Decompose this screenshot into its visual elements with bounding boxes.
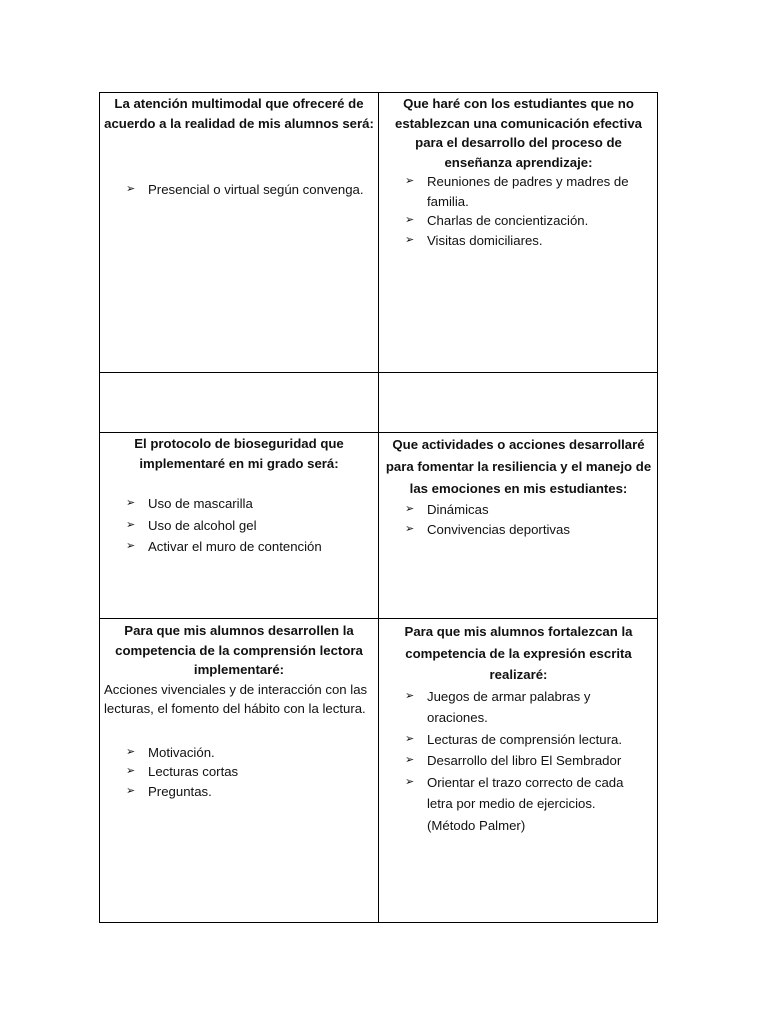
- arrow-bullet-icon: ➢: [405, 175, 415, 187]
- list-item: ➢ Uso de mascarilla: [100, 493, 378, 515]
- arrow-bullet-icon: ➢: [126, 540, 136, 552]
- list-item: ➢ Uso de alcohol gel: [100, 515, 378, 537]
- arrow-bullet-icon: ➢: [126, 745, 136, 758]
- list-item: ➢ Convivencias deportivas: [379, 520, 658, 540]
- list-item: ➢ Activar el muro de contención: [100, 536, 378, 558]
- list-item: ➢ Lecturas de comprensión lectura.: [379, 729, 644, 751]
- bullet-list: [100, 179, 378, 201]
- bullet-list: [100, 493, 378, 558]
- cell-heading: El protocolo de bioseguridad que implementaré en mi grado será:: [134, 436, 344, 471]
- cell-paragraph: Acciones vivenciales y de interacción con las lecturas, el fomento del hábito con la lectura.: [104, 681, 368, 716]
- cell-multimodal-attention: [100, 93, 378, 372]
- cell-heading: Para que mis alumnos desarrollen la competencia de la comprensión lectora implementaré:: [115, 623, 363, 677]
- arrow-bullet-icon: ➢: [126, 497, 136, 509]
- row-divider: [100, 372, 657, 373]
- list-item: ➢ Visitas domiciliares.: [379, 231, 658, 251]
- arrow-bullet-icon: ➢: [126, 518, 136, 531]
- cell-biosecurity: [100, 433, 378, 618]
- arrow-bullet-icon: ➢: [405, 754, 415, 766]
- cell-written-expression: [379, 619, 658, 924]
- cell-reading-comprehension: [100, 619, 378, 924]
- cell-heading: Para que mis alumnos fortalezcan la competencia de la expresión escrita realizaré:: [404, 624, 633, 682]
- bullet-list: [379, 686, 658, 837]
- planning-table: [99, 92, 658, 923]
- arrow-bullet-icon: ➢: [405, 214, 415, 226]
- cell-heading: Que haré con los estudiantes que no establezcan una comunicación efectiva para el desarrollo del proceso de enseñanza aprendizaje:: [395, 96, 642, 170]
- list-item: ➢ Preguntas.: [100, 782, 378, 802]
- arrow-bullet-icon: ➢: [405, 689, 415, 702]
- arrow-bullet-icon: ➢: [405, 732, 415, 745]
- bullet-list: [379, 500, 658, 539]
- list-item: ➢ Orientar el trazo correcto de cada letra por medio de ejercicios. (Método Palmer): [379, 772, 644, 837]
- arrow-bullet-icon: ➢: [405, 775, 415, 788]
- arrow-bullet-icon: ➢: [405, 233, 415, 246]
- list-item: ➢ Desarrollo del libro El Sembrador: [379, 750, 644, 772]
- arrow-bullet-icon: ➢: [126, 183, 136, 195]
- bullet-list: [100, 743, 378, 802]
- list-item: ➢ Reuniones de padres y madres de familia.: [405, 174, 629, 209]
- list-item: ➢ Presencial o virtual según convenga.: [100, 179, 378, 201]
- list-item: ➢ Motivación.: [100, 743, 378, 763]
- cell-heading: Que actividades o acciones desarrollaré para fomentar la resiliencia y el manejo de las emociones en mis estudiantes:: [385, 437, 652, 496]
- cell-communication: [379, 93, 658, 372]
- arrow-bullet-icon: ➢: [126, 784, 136, 797]
- cell-heading: La atención multimodal que ofreceré de acuerdo a la realidad de mis alumnos será:: [104, 96, 374, 131]
- list-item: ➢ Charlas de concientización.: [379, 211, 658, 231]
- cell-resilience: [379, 433, 658, 618]
- arrow-bullet-icon: ➢: [405, 503, 415, 515]
- list-item: ➢ Juegos de armar palabras y oraciones.: [379, 686, 644, 729]
- list-item: ➢ Lecturas cortas: [100, 762, 378, 782]
- bullet-list: [379, 172, 658, 250]
- arrow-bullet-icon: ➢: [405, 522, 415, 535]
- arrow-bullet-icon: ➢: [126, 765, 136, 777]
- list-item: ➢ Dinámicas: [379, 500, 658, 520]
